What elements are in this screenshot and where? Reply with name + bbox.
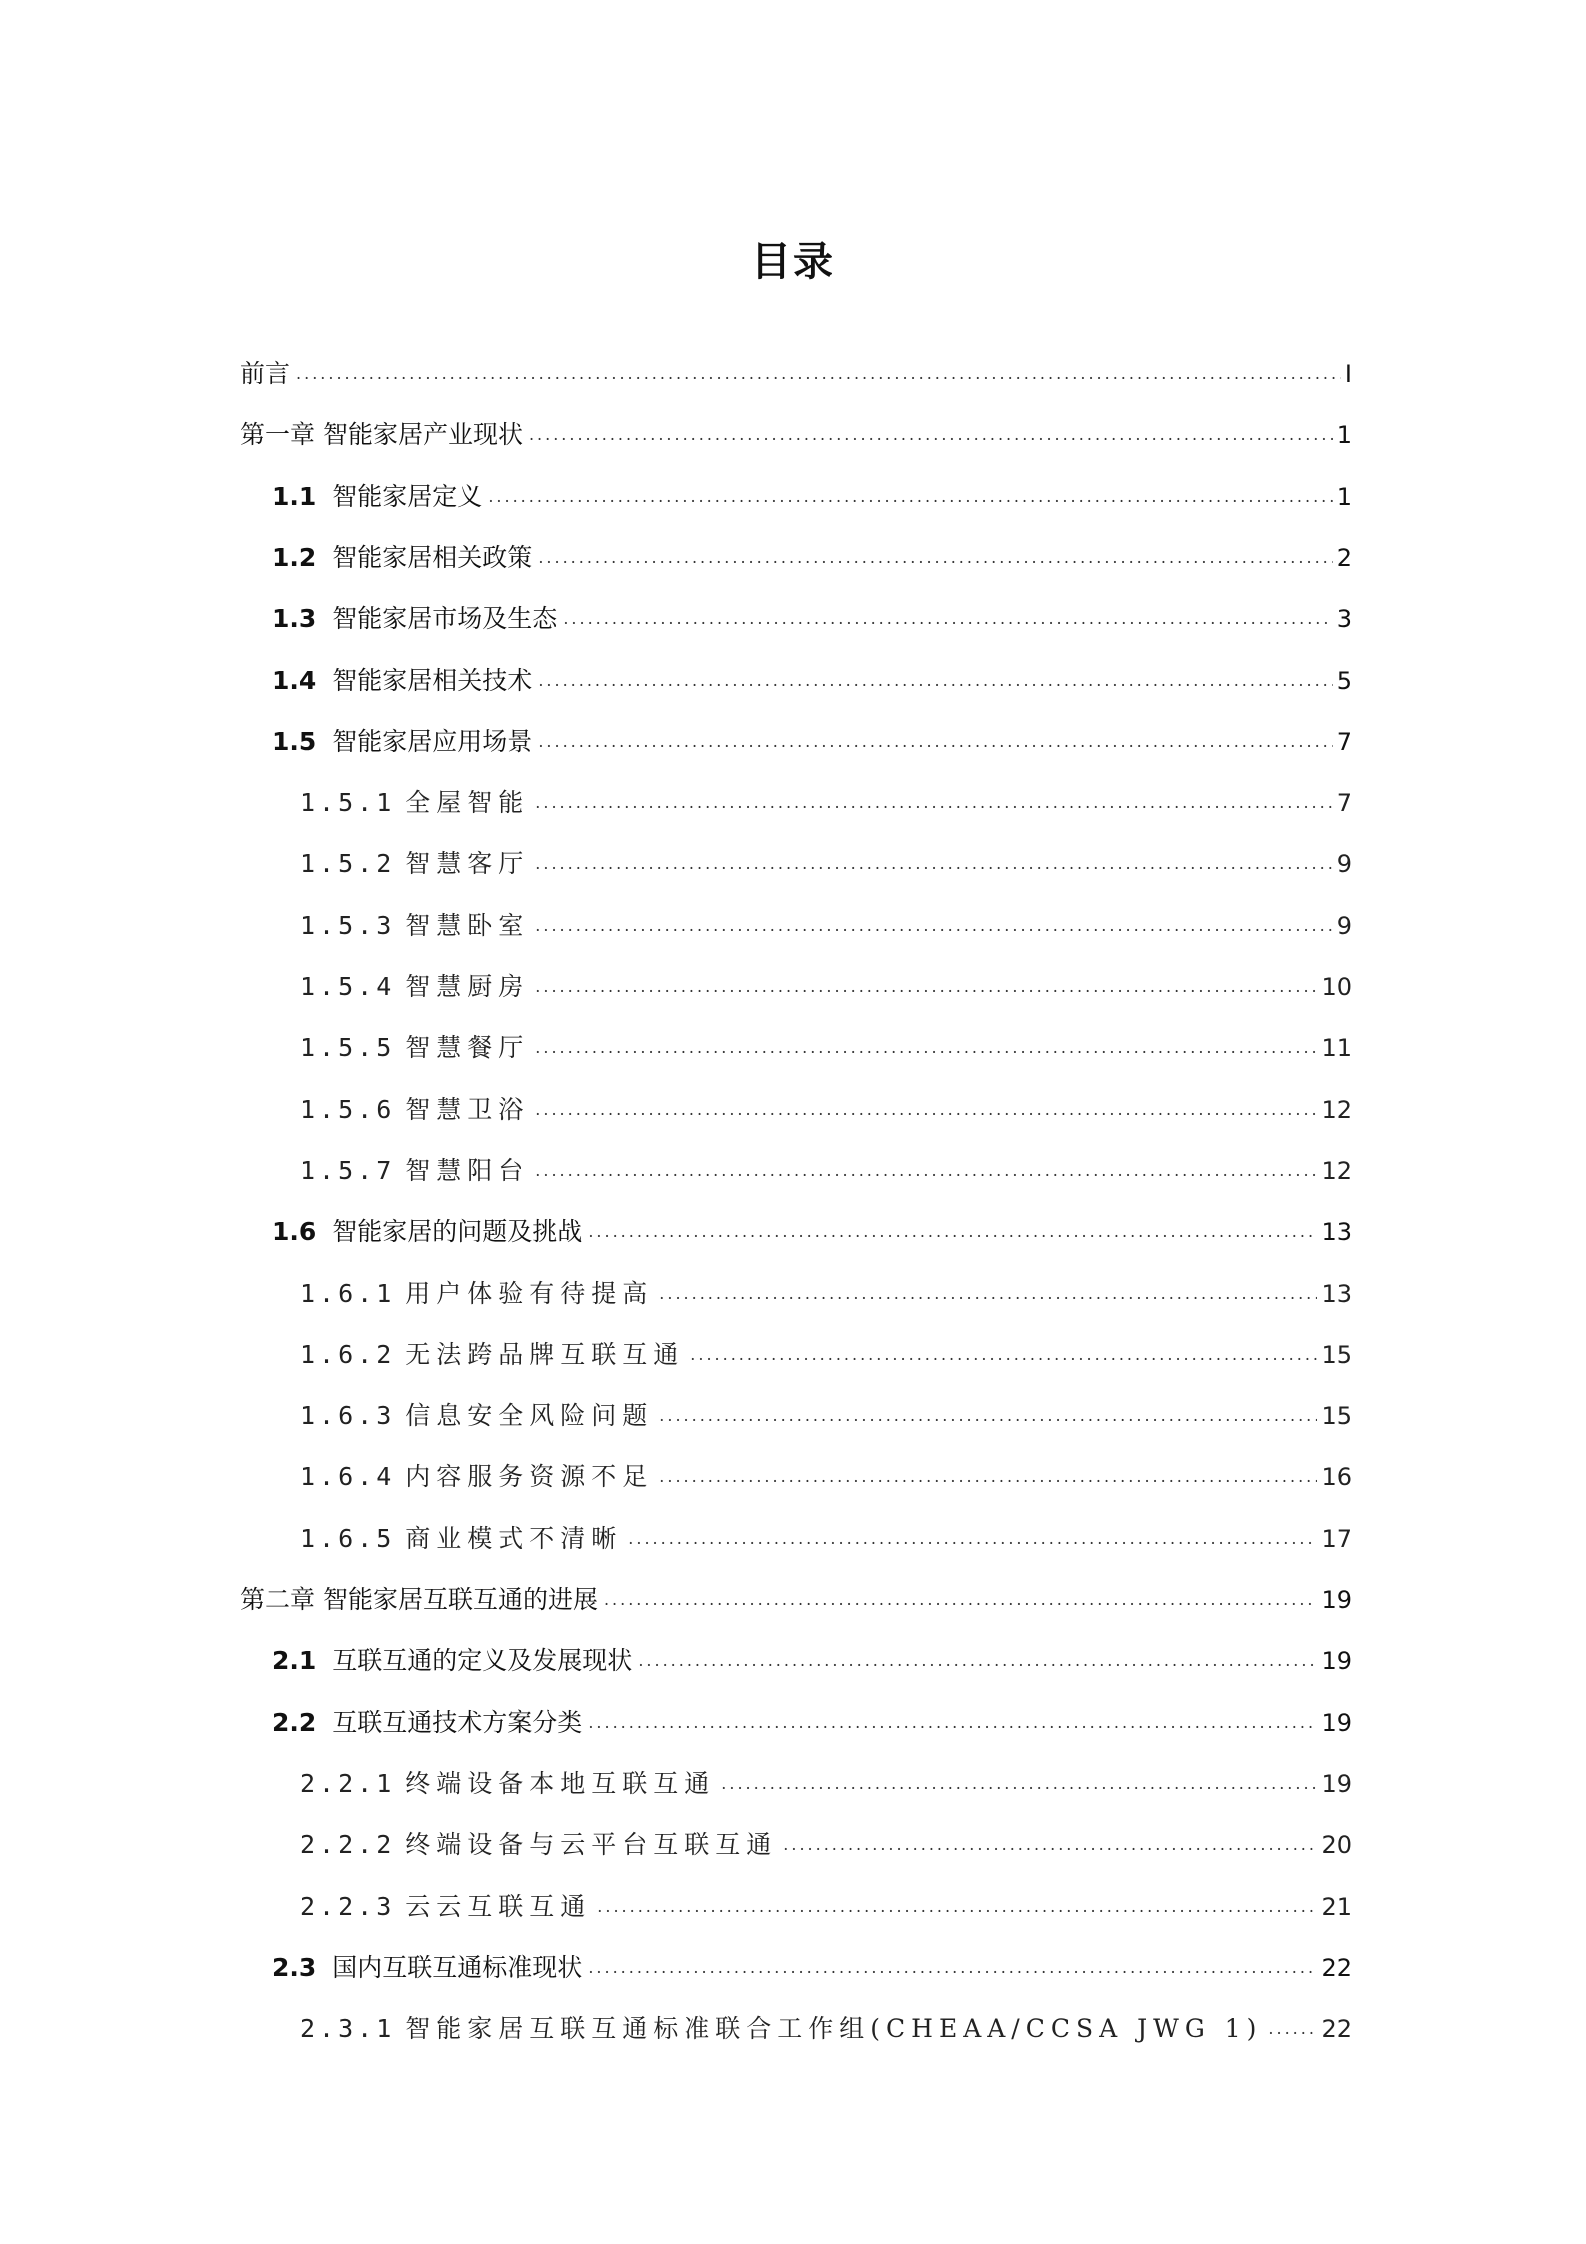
- toc-entry-title: 第一章 智能家居产业现状: [240, 420, 523, 449]
- toc-entry-title: 智慧阳台: [405, 1156, 530, 1185]
- toc-entry[interactable]: [272, 1639, 1352, 1683]
- toc-page-number: 15: [1321, 1341, 1352, 1369]
- toc-dot-leader: [721, 1762, 1317, 1806]
- toc-page-number: 21: [1321, 1893, 1352, 1921]
- toc-entry-title: 智慧客厅: [405, 849, 530, 878]
- toc-entry-title: 用户体验有待提高: [405, 1279, 654, 1308]
- toc-page-number: 15: [1321, 1402, 1352, 1430]
- toc-page-number: 19: [1321, 1647, 1352, 1675]
- toc-entry-number: 2.3.1: [300, 2014, 396, 2043]
- toc-entry[interactable]: [300, 1517, 1352, 1561]
- toc-entry-number: 2.2.2: [300, 1830, 396, 1859]
- toc-entry-number: 2.2.3: [300, 1892, 396, 1921]
- toc-dot-leader: [604, 1578, 1318, 1622]
- toc-page-number: 19: [1321, 1709, 1352, 1737]
- toc-dot-leader: [783, 1823, 1317, 1867]
- toc-entry-title: 智慧餐厅: [405, 1033, 530, 1062]
- toc-dot-leader: [588, 1701, 1317, 1745]
- toc-entry-number: 1.6.3: [300, 1401, 396, 1430]
- toc-entry[interactable]: [300, 842, 1352, 886]
- toc-page-number: 9: [1336, 912, 1352, 940]
- toc-entry-title: 终端设备本地互联互通: [405, 1769, 716, 1798]
- toc-entry[interactable]: [240, 413, 1352, 457]
- toc-entry[interactable]: [300, 1333, 1352, 1377]
- toc-entry-title: 智慧卧室: [405, 911, 530, 940]
- toc-dot-leader: [588, 1210, 1317, 1254]
- toc-entry-title: 智能家居应用场景: [332, 727, 533, 756]
- toc-dot-leader: [538, 536, 1332, 580]
- toc-entry[interactable]: [272, 597, 1352, 641]
- toc-dot-leader: [588, 1946, 1317, 1990]
- toc-entry-number: 2.1: [272, 1646, 317, 1675]
- toc-entry-number: 1.6.5: [300, 1524, 396, 1553]
- toc-entry-number: 2.3: [272, 1953, 317, 1982]
- toc-entry-title: 第二章 智能家居互联互通的进展: [240, 1585, 598, 1614]
- toc-dot-leader: [659, 1394, 1317, 1438]
- toc-dot-leader: [535, 1026, 1317, 1070]
- toc-entry[interactable]: [300, 1272, 1352, 1316]
- toc-dot-leader: [628, 1517, 1317, 1561]
- toc-entry-number: 1.5.7: [300, 1156, 396, 1185]
- toc-page-number: 19: [1321, 1586, 1352, 1614]
- toc-page-number: 11: [1321, 1034, 1352, 1062]
- toc-page-number: I: [1344, 360, 1352, 388]
- toc-entry-title: 智能家居市场及生态: [332, 604, 558, 633]
- page-title: 目录: [751, 239, 835, 285]
- toc-page-number: 22: [1321, 1954, 1352, 1982]
- toc-entry[interactable]: [240, 352, 1352, 396]
- toc-page-number: 17: [1321, 1525, 1352, 1553]
- toc-entry[interactable]: [300, 1823, 1352, 1867]
- toc-entry-title: 智能家居相关技术: [332, 666, 533, 695]
- toc-entry-title: 智慧厨房: [405, 972, 530, 1001]
- toc-page-number: 7: [1336, 789, 1352, 817]
- toc-page-number: 2: [1336, 544, 1352, 572]
- toc-entry-title: 国内互联互通标准现状: [332, 1953, 583, 1982]
- toc-entry-number: 1.2: [272, 543, 317, 572]
- toc-dot-leader: [529, 413, 1333, 457]
- toc-dot-leader: [488, 475, 1332, 519]
- toc-entry-title: 智能家居的问题及挑战: [332, 1217, 583, 1246]
- toc-dot-leader: [1268, 2007, 1317, 2051]
- toc-entry[interactable]: [300, 1762, 1352, 1806]
- toc-dot-leader: [659, 1455, 1317, 1499]
- toc-entry-title: 智慧卫浴: [405, 1095, 530, 1124]
- toc-entry-number: 1.6.2: [300, 1340, 396, 1369]
- toc-dot-leader: [538, 720, 1332, 764]
- toc-entry-number: 1.5.4: [300, 972, 396, 1001]
- toc-page-number: 3: [1336, 605, 1352, 633]
- toc-entry-title: 智能家居相关政策: [332, 543, 533, 572]
- toc-entry-number: 1.3: [272, 604, 317, 633]
- toc-dot-leader: [563, 597, 1332, 641]
- toc-entry-title: 无法跨品牌互联互通: [405, 1340, 685, 1369]
- toc-page-number: 1: [1336, 483, 1352, 511]
- toc-entry-number: 1.6.4: [300, 1462, 396, 1491]
- toc-entry-number: 1.5.6: [300, 1095, 396, 1124]
- toc-page-number: 5: [1336, 667, 1352, 695]
- toc-entry[interactable]: [300, 2007, 1352, 2051]
- toc-entry[interactable]: [300, 1455, 1352, 1499]
- toc-entry-number: 2.2.1: [300, 1769, 396, 1798]
- toc-entry-title: 信息安全风险问题: [405, 1401, 654, 1430]
- toc-entry[interactable]: [272, 1210, 1352, 1254]
- toc-dot-leader: [535, 965, 1317, 1009]
- toc-entry-title: 云云互联互通: [405, 1892, 592, 1921]
- toc-entry[interactable]: [272, 720, 1352, 764]
- toc-entry-title: 全屋智能: [405, 788, 530, 817]
- toc-entry-number: 1.5: [272, 727, 317, 756]
- toc-entry[interactable]: [300, 781, 1352, 825]
- toc-entry-number: 2.2: [272, 1708, 317, 1737]
- toc-entry[interactable]: [300, 1088, 1352, 1132]
- toc-page-number: 22: [1321, 2015, 1352, 2043]
- toc-dot-leader: [659, 1272, 1317, 1316]
- toc-dot-leader: [597, 1885, 1317, 1929]
- toc-entry-title: 内容服务资源不足: [405, 1462, 654, 1491]
- toc-page-number: 16: [1321, 1463, 1352, 1491]
- toc-page-number: 12: [1321, 1096, 1352, 1124]
- toc-entry-number: 1.6.1: [300, 1279, 396, 1308]
- toc-entry-number: 1.6: [272, 1217, 317, 1246]
- toc-dot-leader: [535, 1088, 1317, 1132]
- toc-page-number: 13: [1321, 1218, 1352, 1246]
- toc-entry-title: 前言: [240, 359, 291, 388]
- toc-dot-leader: [296, 352, 1341, 396]
- toc-entry-number: 1.5.3: [300, 911, 396, 940]
- toc-entry[interactable]: [272, 1701, 1352, 1745]
- toc-entry-title: 商业模式不清晰: [405, 1524, 623, 1553]
- toc-page-number: 20: [1321, 1831, 1352, 1859]
- toc-entry-number: 1.5.2: [300, 849, 396, 878]
- toc-entry[interactable]: [272, 475, 1352, 519]
- toc-page-number: 1: [1336, 421, 1352, 449]
- toc-entry[interactable]: [272, 536, 1352, 580]
- toc-dot-leader: [535, 1149, 1317, 1193]
- toc-dot-leader: [535, 904, 1332, 948]
- toc-entry-number: 1.1: [272, 482, 317, 511]
- toc-entry[interactable]: [272, 1946, 1352, 1990]
- toc-entry-number: 1.5.1: [300, 788, 396, 817]
- toc-page-number: 19: [1321, 1770, 1352, 1798]
- toc-page-number: 13: [1321, 1280, 1352, 1308]
- toc-entry-title: 终端设备与云平台互联互通: [405, 1830, 778, 1859]
- toc-page-number: 12: [1321, 1157, 1352, 1185]
- toc-entry-title: 互联互通技术方案分类: [332, 1708, 583, 1737]
- toc-entry[interactable]: [272, 659, 1352, 703]
- toc-dot-leader: [690, 1333, 1317, 1377]
- toc-entry-number: 1.4: [272, 666, 317, 695]
- toc-page-number: 7: [1336, 728, 1352, 756]
- toc-entry-title: 智能家居定义: [332, 482, 483, 511]
- toc-dot-leader: [535, 781, 1332, 825]
- toc-dot-leader: [638, 1639, 1317, 1683]
- toc-entry[interactable]: [300, 1149, 1352, 1193]
- toc-dot-leader: [535, 842, 1332, 886]
- toc-entry[interactable]: [300, 1026, 1352, 1070]
- toc-entry-number: 1.5.5: [300, 1033, 396, 1062]
- toc-page-number: 10: [1321, 973, 1352, 1001]
- toc-entry[interactable]: [300, 1885, 1352, 1929]
- toc-entry[interactable]: [240, 1578, 1352, 1622]
- toc-entry[interactable]: [300, 904, 1352, 948]
- toc-entry[interactable]: [300, 965, 1352, 1009]
- toc-entry[interactable]: [300, 1394, 1352, 1438]
- toc-entry-title: 互联互通的定义及发展现状: [332, 1646, 633, 1675]
- toc-dot-leader: [538, 659, 1332, 703]
- toc-entry-title: 智能家居互联互通标准联合工作组(CHEAA/CCSA JWG 1): [405, 2014, 1263, 2043]
- toc-page-number: 9: [1336, 850, 1352, 878]
